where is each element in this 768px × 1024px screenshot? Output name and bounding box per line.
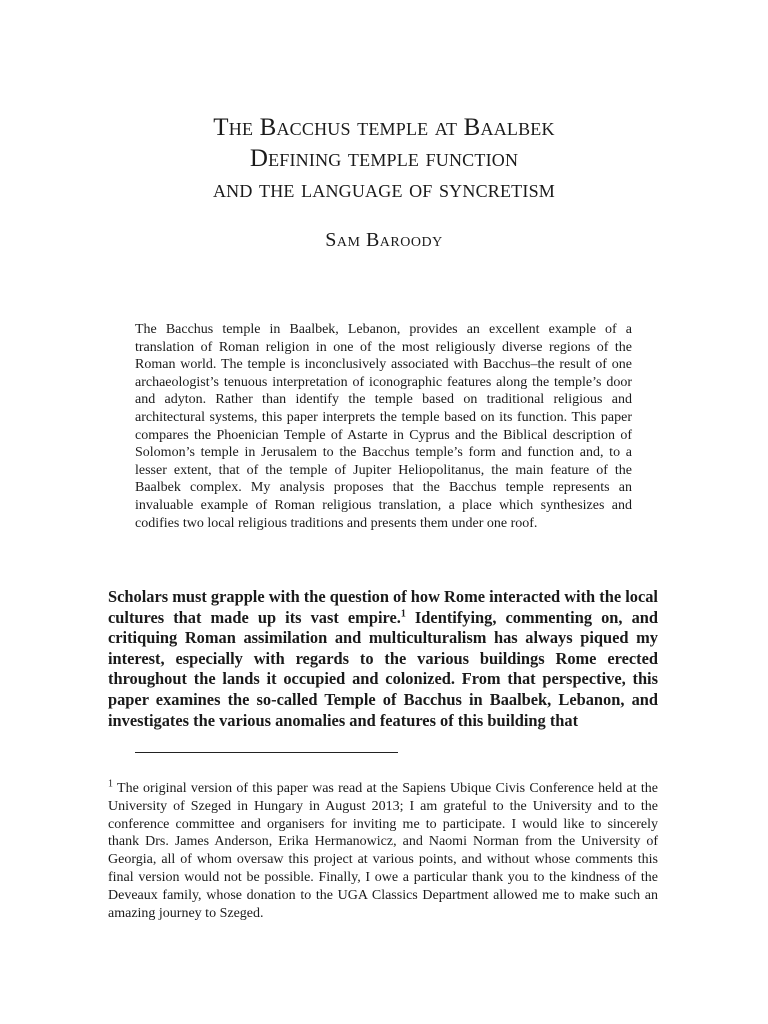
body-text-part-1: Scholars must grapple with the question of how Rome interacted with the local cultures that made up its vast empire.: [108, 587, 658, 627]
footnote-text: The original version of this paper was read at the Sapiens Ubique Civis Conference held at the University of Szeged in Hungary in August 2013; I am grateful to the University and to the conference committee and organisers for inviting me to participate. I would like to sincerely thank Drs. James Anderson, Erika Hermanowicz, and Naomi Norman from the University of Georgia, all of whom oversaw this project at various points, and without whose comments this final version would not be possible. Finally, I owe a particular thank you to the kindness of the Deveaux family, whose donation to the UGA Classics Department allowed me to make such an amazing journey to Szeged.: [108, 781, 658, 921]
title-line-2: Defining temple function: [249, 145, 519, 172]
title-line-3: and the language of syncretism: [212, 176, 555, 203]
footnote-reference[interactable]: 1: [400, 608, 406, 620]
footnote-divider: [135, 752, 398, 753]
title-block: [0, 112, 768, 205]
abstract: The Bacchus temple in Baalbek, Lebanon, provides an excellent example of a translation of Roman religion in one of the most religiously diverse regions of the Roman world. The temple is inconclusively associated with Bacchus–the result of one archaeologist’s tenuous interpretation of iconographic features along the temple’s door and adyton. Rather than identify the temple based on traditional religious and architectural systems, this paper interprets the temple based on its function. This paper compares the Phoenician Temple of Astarte in Cyprus and the Biblical description of Solomon’s temple in Jerusalem to the Bacchus temple’s form and function and, to a lesser extent, that of the temple of Jupiter Heliopolitanus, the main feature of the Baalbek complex. My analysis proposes that the Bacchus temple represents an invaluable example of Roman religious translation, a place which synthesizes and codifies two local religious traditions and presents them under one roof.: [135, 322, 632, 531]
title-line-1: The Bacchus temple at Baalbek: [213, 114, 555, 141]
body-text-part-2: Identifying, commenting on, and critiquing Roman assimilation and multiculturalism has always piqued my interest, especially with regards to the various buildings Rome erected throughout the lands it occupied and colonized. From that perspective, this paper examines the so-called Temple of Bacchus in Baalbek, Lebanon, and investigates the various anomalies and features of this building that: [108, 607, 658, 730]
author-name: Sam Baroody: [325, 229, 443, 251]
body-paragraph: [108, 587, 658, 731]
footnote-marker: 1: [108, 778, 113, 790]
footnote: [108, 780, 658, 922]
